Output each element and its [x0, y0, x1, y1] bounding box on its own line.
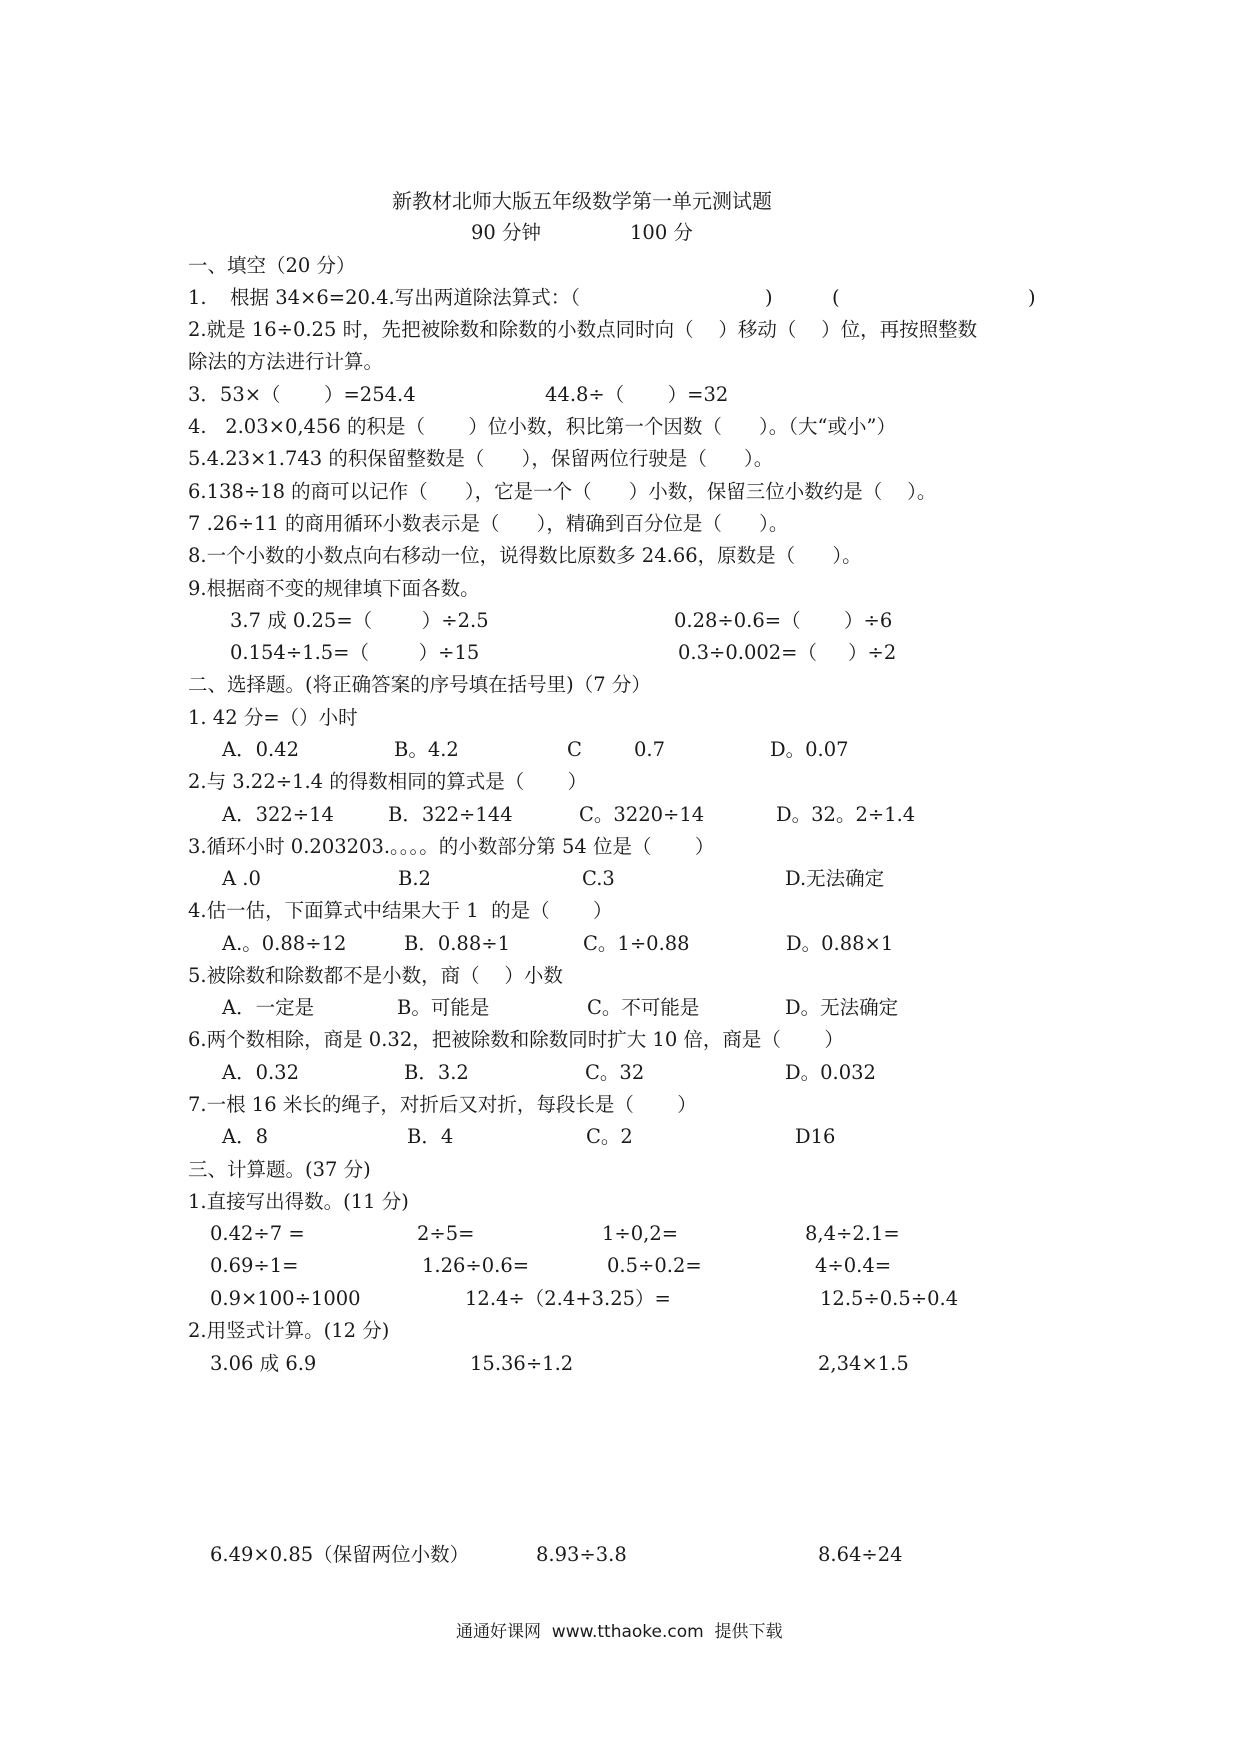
q3-part-b: 44.8÷（ ）=32 [545, 383, 729, 406]
q9-item-d: 0.3÷0.002=（ ）÷2 [678, 641, 897, 664]
q1-paren2-open: ( [832, 286, 840, 309]
q1-paren2-close: ) [1028, 286, 1036, 309]
s2-q4-option-a: A.。0.88÷12 [222, 932, 347, 955]
s2-q7-option-a: A．8 [222, 1125, 268, 1148]
q9-item-a: 3.7 成 0.25=（ ）÷2.5 [230, 609, 489, 632]
s2-q2-option-a: A．322÷14 [222, 803, 334, 826]
calc-item: 0.42÷7 = [210, 1222, 305, 1245]
s2-q6-option-a: A．0.32 [222, 1061, 300, 1084]
s2-q5-option-a: A．一定是 [222, 996, 315, 1019]
s2-q1-option-a: A．0.42 [222, 738, 300, 761]
s2-q4-option-b: B．0.88÷1 [404, 932, 510, 955]
q1-number: 1. [188, 286, 207, 309]
q7-text: 7 .26÷11 的商用循环小数表示是（ ），精确到百分位是（ ）。 [188, 512, 789, 535]
s2-q1-option-c: C [567, 738, 582, 761]
footer-source: 通通好课网 www.tthaoke.com 提供下载 [456, 1622, 783, 1642]
calc-item: 0.5÷0.2= [607, 1254, 702, 1277]
calc-item: 1÷0,2= [602, 1222, 679, 1245]
calc-item: 2÷5= [417, 1222, 475, 1245]
q1-paren1-close: ) [765, 286, 773, 309]
q2-line1: 2.就是 16÷0.25 时，先把被除数和除数的小数点同时向（ ）移动（ ）位，再按照整数 [188, 318, 978, 341]
s2-q1-option-b: B。4.2 [394, 738, 459, 761]
s2-q5-option-d: D。无法确定 [785, 996, 899, 1019]
vertical-calc-item: 2,34×1.5 [818, 1352, 909, 1375]
q2-line2: 除法的方法进行计算。 [188, 350, 384, 373]
q8-text: 8.一个小数的小数点向右移动一位，说得数比原数多 24.66，原数是（ ）。 [188, 544, 862, 567]
vertical-calc-item: 6.49×0.85（保留两位小数） [210, 1543, 470, 1566]
q6-text: 6.138÷18 的商可以记作（ ），它是一个（ ）小数，保留三位小数约是（ ）。 [188, 480, 937, 503]
calc-item: 0.69÷1= [210, 1254, 299, 1277]
calc-item: 12.4÷（2.4+3.25）= [465, 1287, 671, 1310]
s2-q2-text: 2.与 3.22÷1.4 的得数相同的算式是（ ） [188, 770, 588, 793]
calc-item: 0.9×100÷1000 [210, 1287, 361, 1310]
s2-q3-option-b: B.2 [398, 867, 431, 890]
vertical-calc-item: 8.93÷3.8 [536, 1543, 627, 1566]
s2-q3-option-a: A .0 [222, 867, 261, 890]
s2-q6-text: 6.两个数相除，商是 0.32，把被除数和除数同时扩大 10 倍，商是（ ） [188, 1028, 844, 1051]
s3-q2-text: 2.用竖式计算。(12 分) [188, 1319, 390, 1342]
s2-q3-option-c: C.3 [582, 867, 615, 890]
s2-q7-option-d: D16 [795, 1125, 836, 1148]
q5-text: 5.4.23×1.743 的积保留整数是（ ），保留两位行驶是（ ）。 [188, 447, 774, 470]
s2-q2-option-d: D。32。2÷1.4 [776, 803, 916, 826]
s2-q7-text: 7.一根 16 米长的绳子，对折后又对折，每段长是（ ） [188, 1093, 697, 1116]
calc-item: 1.26÷0.6= [422, 1254, 530, 1277]
s2-q5-text: 5.被除数和除数都不是小数，商（ ）小数 [188, 964, 563, 987]
q3-part-a: 3．53×（ ）=254.4 [188, 383, 416, 406]
s2-q3-text: 3.循环小时 0.203203.。。。。的小数部分第 54 位是（ ） [188, 835, 715, 858]
section3-heading: 三、计算题。(37 分) [188, 1158, 371, 1181]
vertical-calc-item: 3.06 成 6.9 [210, 1352, 317, 1375]
s2-q7-option-c: C。2 [586, 1125, 633, 1148]
page-title: 新教材北师大版五年级数学第一单元测试题 [392, 189, 772, 213]
calc-item: 4÷0.4= [815, 1254, 892, 1277]
s2-q7-option-b: B．4 [407, 1125, 454, 1148]
section1-heading: 一、填空（20 分） [188, 254, 356, 277]
s2-q2-option-b: B．322÷144 [388, 803, 513, 826]
q9-item-c: 0.154÷1.5=（ ）÷15 [230, 641, 480, 664]
s2-q2-option-c: C。3220÷14 [579, 803, 705, 826]
q9-text: 9.根据商不变的规律填下面各数。 [188, 577, 480, 600]
q4-text: 4. 2.03×0,456 的积是（ ）位小数，积比第一个因数（ ）。（大“或小”） [188, 415, 896, 438]
exam-score: 100 分 [630, 221, 693, 244]
vertical-calc-item: 8.64÷24 [818, 1543, 903, 1566]
s2-q6-option-c: C。32 [585, 1061, 645, 1084]
s2-q5-option-c: C。不可能是 [587, 996, 700, 1019]
s2-q6-option-d: D。0.032 [785, 1061, 876, 1084]
section2-heading: 二、选择题。(将正确答案的序号填在括号里)（7 分） [188, 673, 651, 696]
s2-q4-option-c: C。1÷0.88 [583, 932, 690, 955]
s2-q5-option-b: B。可能是 [397, 996, 490, 1019]
calc-item: 8,4÷2.1= [805, 1222, 900, 1245]
s2-q1-option-c-value: 0.7 [634, 738, 666, 761]
q9-item-b: 0.28÷0.6=（ ）÷6 [674, 609, 893, 632]
s3-q1-text: 1.直接写出得数。(11 分) [188, 1190, 409, 1213]
exam-time: 90 分钟 [471, 221, 542, 244]
calc-item: 12.5÷0.5÷0.4 [820, 1287, 959, 1310]
s2-q6-option-b: B．3.2 [404, 1061, 469, 1084]
s2-q4-option-d: D。0.88×1 [786, 932, 894, 955]
s2-q1-option-d: D。0.07 [770, 738, 849, 761]
vertical-calc-item: 15.36÷1.2 [470, 1352, 574, 1375]
s2-q1-text: 1. 42 分=（）小时 [188, 706, 358, 729]
s2-q3-option-d: D.无法确定 [785, 867, 885, 890]
q1-text: 根据 34×6=20.4.写出两道除法算式：（ [230, 286, 580, 309]
s2-q4-text: 4.估一估，下面算式中结果大于 1 的是（ ） [188, 899, 613, 922]
